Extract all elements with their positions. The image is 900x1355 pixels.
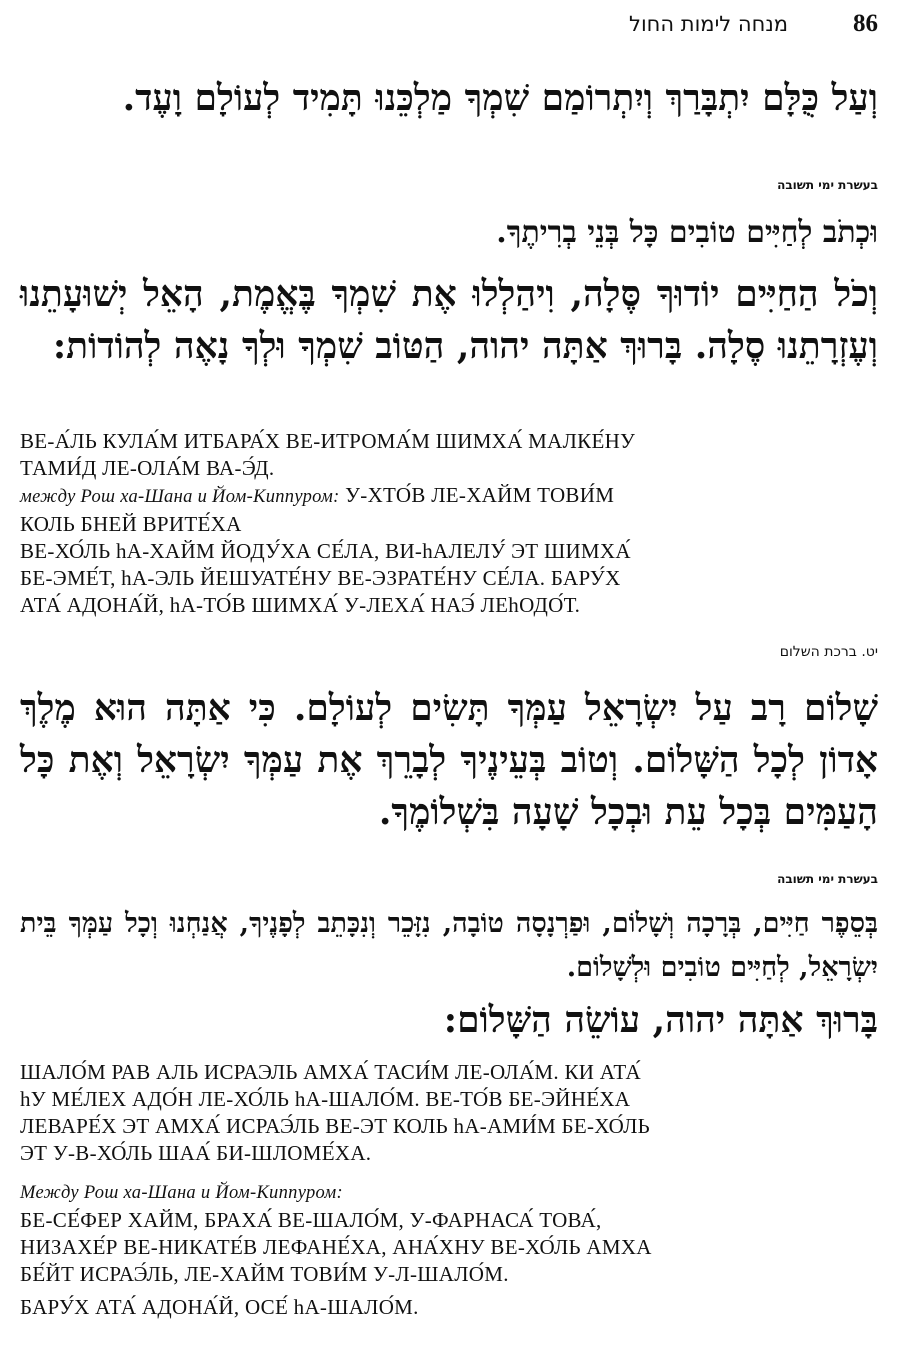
- translit-line: ШАЛО́М РАВ АЛЬ ИСРАЭЛЬ АМХА́ ТАСИ́М ЛЕ-ОЛА́М. КИ АТА́: [20, 1060, 641, 1084]
- translit-line: ЛЕВАРЕ́Х ЭТ АМХА́ ИСРАЭ́ЛЬ ВЕ-ЭТ КОЛЬ hА-АМИ́М БЕ-ХО́ЛЬ: [20, 1114, 651, 1138]
- transliteration-paragraph: [20, 1059, 878, 1167]
- translit-line: ВЕ-А́ЛЬ КУЛА́М ИТБАРА́Х ВЕ-ИТРОМА́М ШИМХА́ МАЛКЕ́НУ: [20, 429, 636, 453]
- translit-note-line: [20, 482, 878, 511]
- translit-line: БЕ-ЭМЕ́Т, hА-ЭЛЬ ЙЕШУАТЕ́НУ ВЕ-ЭЗРАТЕ́НУ СЕ́ЛА. БАРУ́Х: [20, 566, 621, 590]
- ukhtov-block: [20, 210, 878, 256]
- translit-note-text: У-ХТО́В ЛЕ-ХАЙМ ТОВИ́М: [339, 483, 615, 507]
- vekhol-hachayim-block: [20, 268, 878, 372]
- baruch-oseh-hebrew: בָּרוּךְ אַתָּה יהוה, עוֹשֵׂה הַשָּׁלוֹם:: [443, 999, 878, 1041]
- vekhol-hachayim-hebrew: וְכֹל הַחַיִּים יוֹדוּךָ סֶּלָה, וִיהַלְלוּ אֶת שִׁמְךָ בֶּאֱמֶת, הָאֵל יְשׁוּעָתֵנוּ וְעֶזְרָתֵנוּ סֶלָה. בָּרוּךְ אַתָּה יהוה, הַטּוֹב שִׁמְךָ וּלְךָ נָאֶה לְהוֹדוֹת:: [20, 273, 878, 367]
- transliteration-paragraph: [20, 1178, 878, 1288]
- translit-line: БАРУ́Х АТА́ АДОНА́Й, ОСЕ́ hА-ШАЛО́М.: [20, 1295, 419, 1319]
- modim-ending-block: [20, 72, 878, 124]
- shalom-rav-block: [20, 682, 878, 838]
- transliteration-block-4: [20, 1294, 878, 1321]
- ten-days-note: בעשרת ימי תשובה: [777, 872, 878, 886]
- transliteration-block-1: [20, 428, 878, 619]
- translit-note-label: Между Рош ха-Шана и Йом-Киппуром:: [20, 1183, 343, 1203]
- translit-line: АТА́ АДОНА́Й, hА-ТО́В ШИМХА́ У-ЛЕХА́ НАЭ́ ЛЕhОДО́Т.: [20, 593, 581, 617]
- ukhtov-hebrew: וּכְתֹב לְחַיִּים טוֹבִים כָּל בְּנֵי בְרִיתֶךָ.: [496, 215, 878, 250]
- besefer-chayim-hebrew: בְּסֵפֶר חַיִּים, בְּרָכָה וְשָׁלוֹם, וּפַרְנָסָה טוֹבָה, נִזָּכֵר וְנִכָּתֵב לְפָנֶיךָ, אֲנַחְנוּ וְכָל עַמְּךָ בֵּית יִשְׂרָאֵל, לְחַיִּים טוֹבִים וּלְשָׁלוֹם.: [20, 908, 878, 983]
- transliteration-block-3: [20, 1178, 878, 1288]
- besefer-chayim-block: [20, 902, 878, 990]
- translit-note-line: [20, 1178, 878, 1207]
- modim-ending-hebrew: וְעַל כֻּלָּם יִתְבָּרַךְ וְיִתְרוֹמַם שִׁמְךָ מַלְכֵּנוּ תָּמִיד לְעוֹלָם וָעֶד.: [122, 77, 878, 119]
- ten-days-note-block-2: [20, 872, 878, 886]
- transliteration-paragraph: [20, 1294, 878, 1321]
- translit-line: hУ МЕ́ЛЕХ АДО́Н ЛЕ-ХО́ЛЬ hА-ШАЛО́М. ВЕ-ТО́В БЕ-ЭЙНЕ́ХА: [20, 1087, 631, 1111]
- baruch-oseh-block: [20, 994, 878, 1046]
- transliteration-paragraph: [20, 428, 878, 619]
- translit-line: БЕ-СЕ́ФЕР ХАЙМ, БРАХА́ ВЕ-ШАЛО́М, У-ФАРНАСА́ ТОВА́,: [20, 1208, 602, 1232]
- translit-line: ТАМИ́Д ЛЕ-ОЛА́М ВА-Э́Д.: [20, 456, 275, 480]
- translit-line: ВЕ-ХО́ЛЬ hА-ХАЙМ ЙОДУ́ХА СЕ́ЛА, ВИ-hАЛЕЛУ́ ЭТ ШИМХА́: [20, 539, 631, 563]
- section-heading: יט. ברכת השלום: [779, 644, 878, 660]
- page-number: 86: [853, 10, 878, 37]
- section-heading-block: [20, 644, 878, 660]
- translit-line: КОЛЬ БНЕЙ ВРИТЕ́ХА: [20, 512, 242, 536]
- translit-line: НИЗАХЕ́Р ВЕ-НИКАТЕ́В ЛЕФАНЕ́ХА, АНА́ХНУ ВЕ-ХО́ЛЬ АМХА: [20, 1235, 652, 1259]
- shalom-rav-hebrew: שָׁלוֹם רָב עַל יִשְׂרָאֵל עַמְּךָ תָּשִׂים לְעוֹלָם. כִּי אַתָּה הוּא מֶלֶךְ אָדוֹן לְכָל הַשָּׁלוֹם. וְטוֹב בְּעֵינֶיךָ לְבָרֵךְ אֶת עַמְּךָ יִשְׂרָאֵל וְאֶת כָּל הָעַמִּים בְּכָל עֵת וּבְכָל שָׁעָה בִּשְׁלוֹמֶךָ.: [20, 687, 878, 833]
- translit-line: ЭТ У-В-ХО́ЛЬ ШАА́ БИ-ШЛОМЕ́ХА.: [20, 1141, 372, 1165]
- transliteration-block-2: [20, 1059, 878, 1167]
- translit-line: БЕ́ЙТ ИСРАЭ́ЛЬ, ЛЕ-ХАЙМ ТОВИ́М У-Л-ШАЛО́М.: [20, 1262, 509, 1286]
- ten-days-note-block-1: [20, 178, 878, 192]
- ten-days-note: בעשרת ימי תשובה: [777, 178, 878, 192]
- running-title: מנחה לימות החול: [629, 12, 788, 36]
- translit-note-label: между Рош ха-Шана и Йом-Киппуром:: [20, 487, 340, 507]
